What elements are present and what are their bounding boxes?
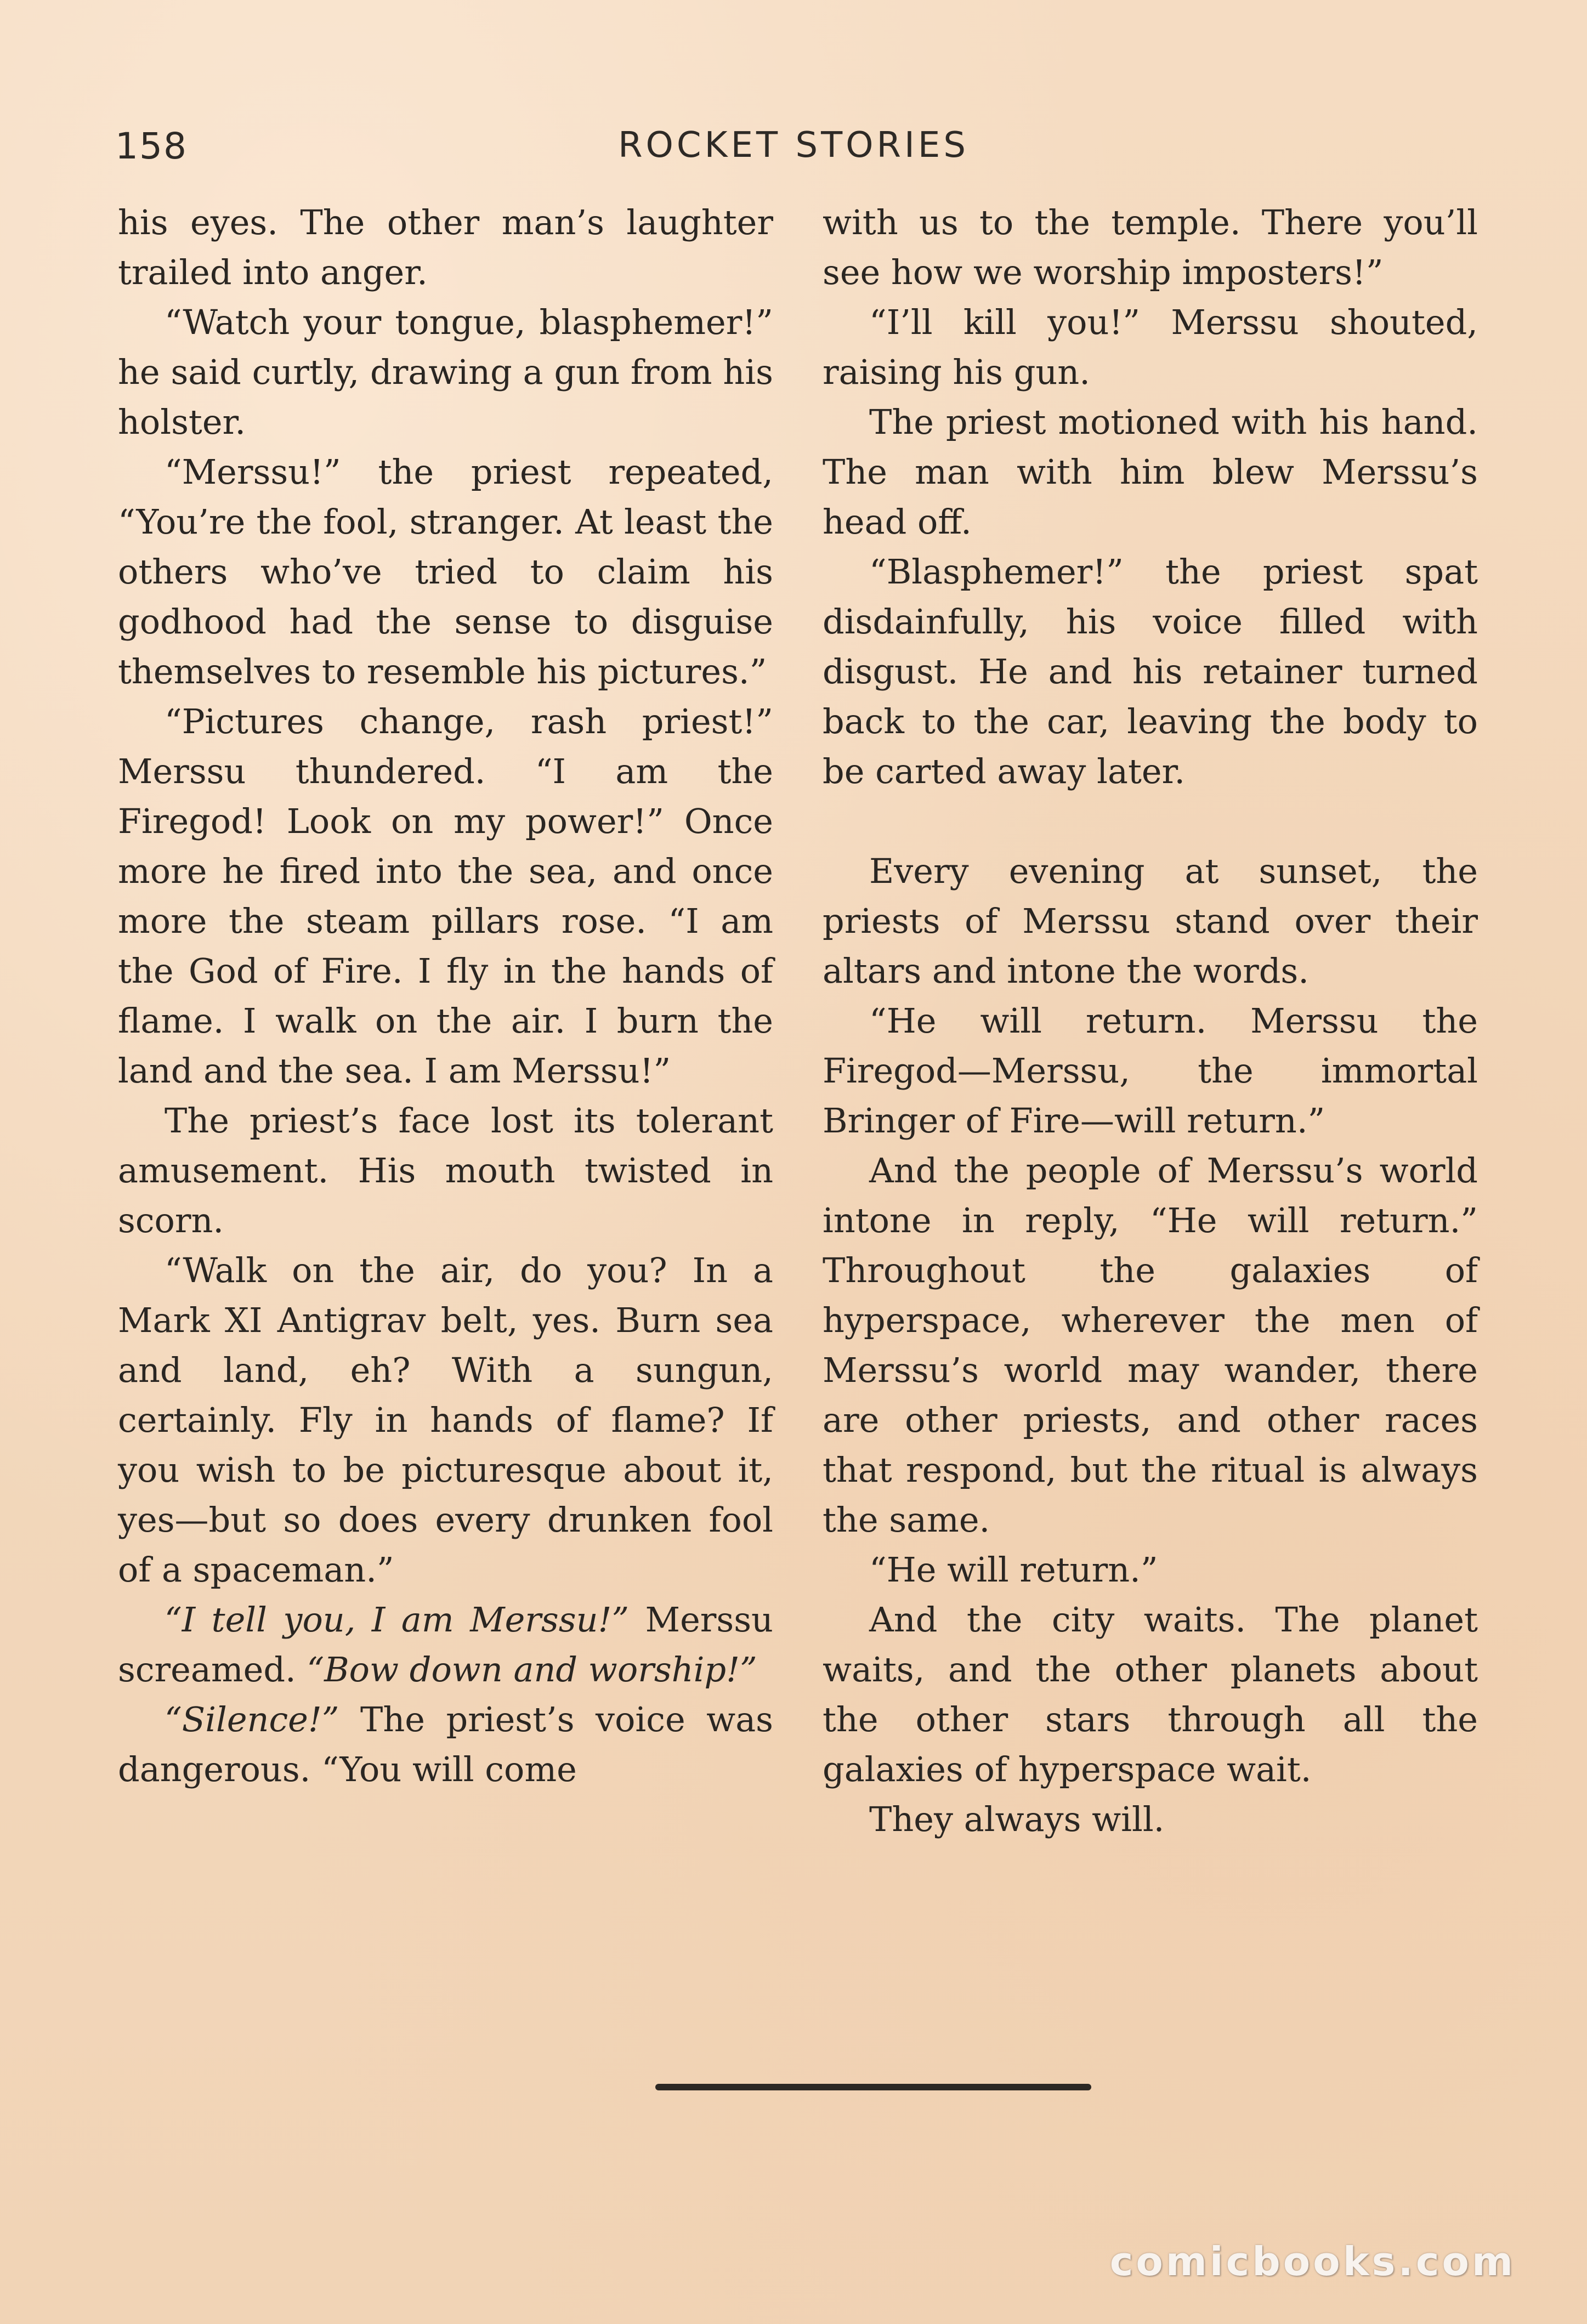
paragraph: with us to the temple. There you’ll see how we worship imposters!” <box>823 202 1478 292</box>
paragraph: “Pictures change, rash priest!” Merssu thundered. “I am the Firegod! Look on my power!” Once more he fired into the sea, and once more the steam pillars rose. “I am the God of Fire. I fly in the hands of flame. I walk on the air. I burn the land and the sea. I am Merssu!” <box>118 701 773 1091</box>
paragraph: Every evening at sunset, the priests of Merssu stand over their altars and intone the words. <box>823 851 1478 991</box>
narration-text: The priest’s voice was dangerous. “You will come <box>118 1699 773 1789</box>
running-head: ROCKET STORIES <box>618 125 969 166</box>
right-column <box>823 197 1478 1844</box>
paragraph <box>118 1694 773 1794</box>
paragraph: And the city waits. The planet waits, and the other planets about the other stars through all the galaxies of hyperspace wait. <box>823 1600 1478 1789</box>
italic-dialogue: “I tell you, I am Merssu!” <box>165 1600 630 1640</box>
story-end-rule <box>655 2084 1091 2090</box>
paragraph: “I’ll kill you!” Merssu shouted, raising his gun. <box>823 302 1478 392</box>
page-number: 158 <box>115 125 188 167</box>
italic-dialogue: “Bow down and worship!” <box>307 1650 757 1690</box>
narration-text: Merssu screamed. <box>118 1600 773 1690</box>
paragraph: “He will return.” <box>869 1550 1158 1590</box>
paragraph: “Merssu!” the priest repeated, “You’re the fool, stranger. At least the others who’ve tried to claim his godhood had the sense to disguise themselves to resemble his pictures.” <box>118 452 773 691</box>
paragraph: The priest’s face lost its tolerant amusement. His mouth twisted in scorn. <box>118 1101 773 1240</box>
italic-dialogue: “Silence!” <box>165 1699 339 1739</box>
paragraph: The priest motioned with his hand. The man with him blew Merssu’s head off. <box>823 402 1478 542</box>
paragraph: “He will return. Merssu the Firegod—Merssu, the immortal Bringer of Fire—will return.” <box>823 1001 1478 1141</box>
paragraph: “Walk on the air, do you? In a Mark XI Antigrav belt, yes. Burn sea and land, eh? With a sungun, certainly. Fly in hands of flame? If you wish to be picturesque about it, yes—but so does every drunken fool of a spaceman.” <box>118 1250 773 1590</box>
paragraph: And the people of Merssu’s world intone in reply, “He will return.” Throughout the galaxies of hyperspace, wherever the men of Merssu’s world may wander, there are other priests, and other races that respond, but the ritual is always the same. <box>823 1150 1478 1540</box>
left-column <box>118 197 773 1794</box>
watermark: comicbooks.com <box>1109 2238 1516 2285</box>
paragraph: “Blasphemer!” the priest spat disdainfully, his voice filled with disgust. He and his retainer turned back to the car, leaving the body to be carted away later. <box>823 552 1478 791</box>
paragraph <box>118 1595 773 1694</box>
paragraph: They always will. <box>869 1799 1165 1839</box>
paragraph: “Watch your tongue, blasphemer!” he said curtly, drawing a gun from his holster. <box>118 302 773 442</box>
paragraph: his eyes. The other man’s laughter trailed into anger. <box>118 202 773 292</box>
page-header <box>115 125 1472 185</box>
